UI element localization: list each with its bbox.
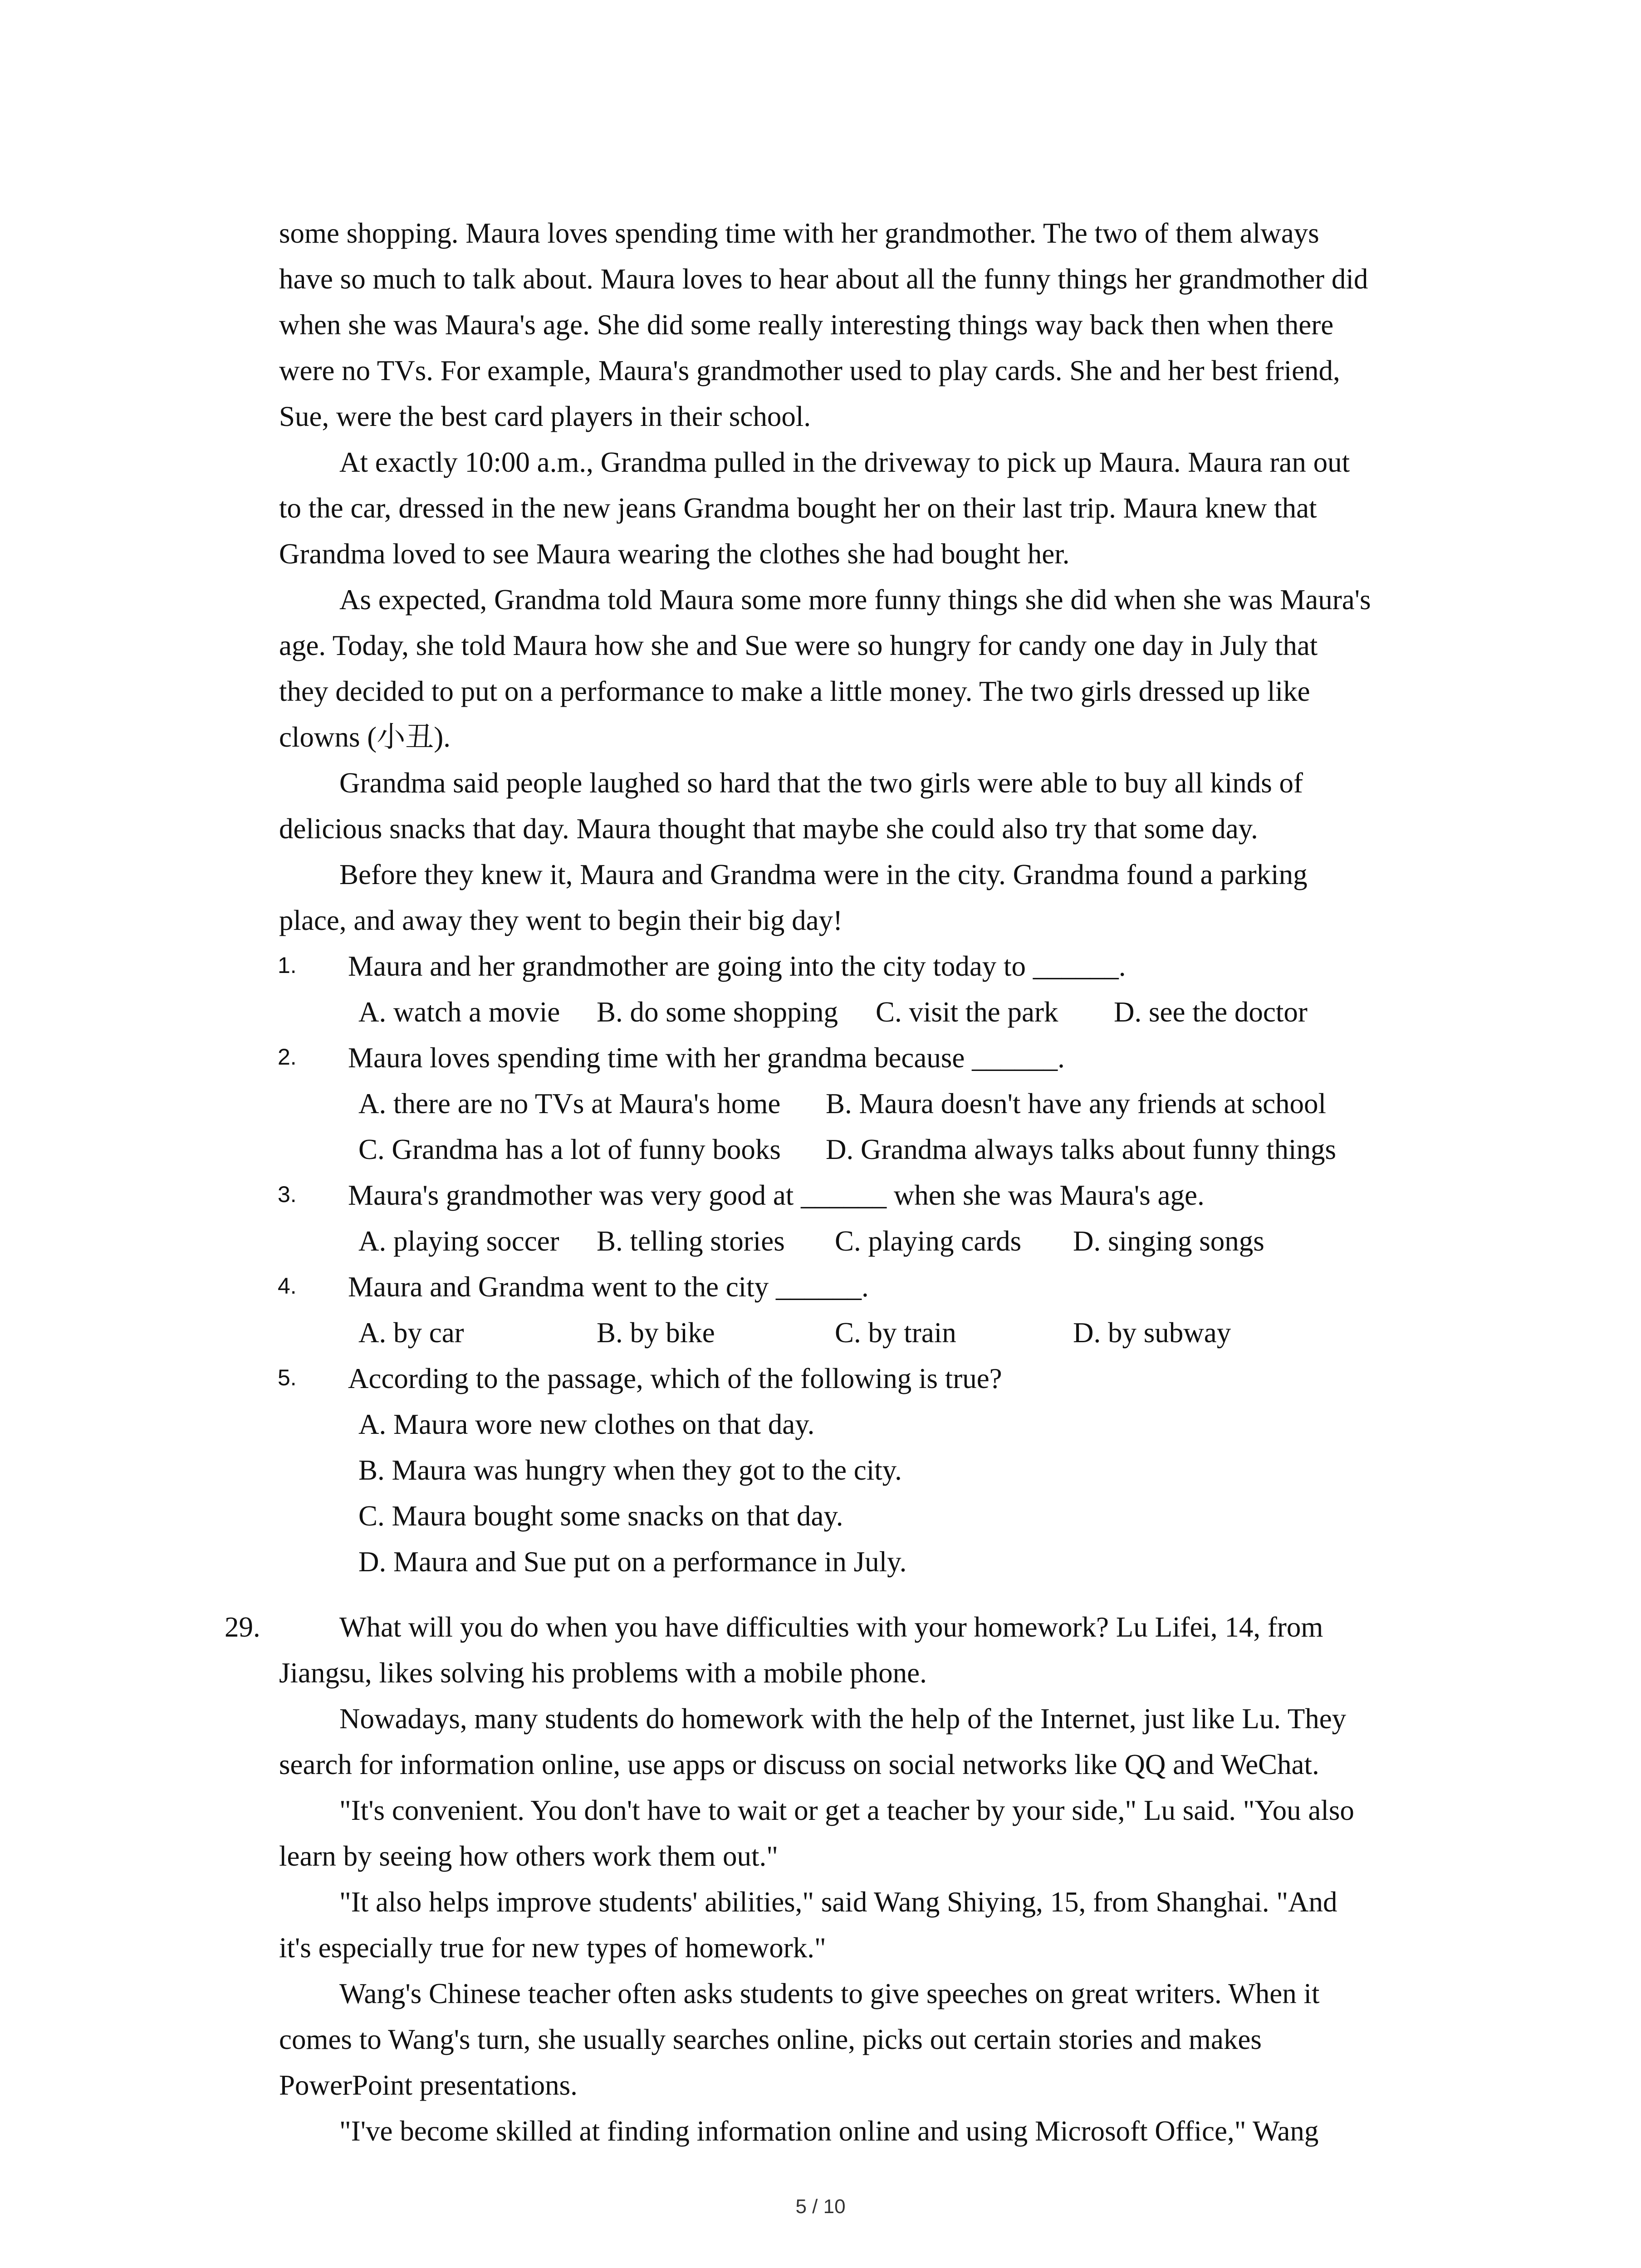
option-c: C. Grandma has a lot of funny books: [358, 1134, 781, 1165]
paragraph-line: Grandma said people laughed so hard that the two girls were able to buy all kinds of: [339, 767, 1303, 799]
paragraph-line: it's especially true for new types of homework.": [279, 1932, 826, 1964]
option-a: A. playing soccer: [358, 1225, 559, 1257]
paragraph-line: place, and away they went to begin their big day!: [279, 904, 843, 936]
option-b: B. by bike: [597, 1317, 715, 1349]
paragraph-line: Sue, were the best card players in their school.: [279, 401, 811, 432]
paragraph-line: comes to Wang's turn, she usually searches online, picks out certain stories and makes: [279, 2024, 1262, 2055]
paragraph-line: Before they knew it, Maura and Grandma were in the city. Grandma found a parking: [339, 859, 1308, 890]
question-number: 5.: [278, 1365, 297, 1390]
paragraph-line: What will you do when you have difficulties with your homework? Lu Lifei, 14, from: [339, 1611, 1323, 1643]
paragraph-line: some shopping. Maura loves spending time with her grandmother. The two of them always: [279, 217, 1319, 249]
option-b: B. do some shopping: [597, 996, 838, 1028]
option-b: B. telling stories: [597, 1225, 785, 1257]
paragraph-line: As expected, Grandma told Maura some more funny things she did when she was Maura's: [339, 584, 1371, 616]
question-text: According to the passage, which of the following is true?: [348, 1363, 1002, 1394]
paragraph-line: when she was Maura's age. She did some really interesting things way back then when there: [279, 309, 1334, 341]
paragraph-line: Jiangsu, likes solving his problems with a mobile phone.: [279, 1657, 927, 1689]
paragraph-line: "It's convenient. You don't have to wait or get a teacher by your side," Lu said. "You also: [339, 1794, 1354, 1826]
page-number: 5 / 10: [795, 2195, 846, 2218]
option-d: D. see the doctor: [1114, 996, 1308, 1028]
paragraph-line: Nowadays, many students do homework with the help of the Internet, just like Lu. They: [339, 1703, 1347, 1735]
paragraph-line: At exactly 10:00 a.m., Grandma pulled in the driveway to pick up Maura. Maura ran out: [339, 446, 1350, 478]
option-a: A. there are no TVs at Maura's home: [358, 1088, 781, 1119]
option-a: A. by car: [358, 1317, 464, 1349]
passage-number: 29.: [225, 1611, 260, 1643]
paragraph-line: "I've become skilled at finding information online and using Microsoft Office," Wang: [339, 2115, 1319, 2147]
paragraph-line: Wang's Chinese teacher often asks students to give speeches on great writers. When it: [339, 1978, 1320, 2009]
paragraph-line: "It also helps improve students' abilities," said Wang Shiying, 15, from Shanghai. "And: [339, 1886, 1337, 1918]
option-d: D. Grandma always talks about funny things: [826, 1134, 1337, 1165]
paragraph-line: PowerPoint presentations.: [279, 2069, 578, 2101]
question-number: 4.: [278, 1273, 297, 1299]
paragraph-line: search for information online, use apps or discuss on social networks like QQ and WeChat.: [279, 1749, 1319, 1780]
option-c: C. by train: [835, 1317, 956, 1349]
option-b: B. Maura doesn't have any friends at school: [826, 1088, 1327, 1119]
option-d: D. by subway: [1073, 1317, 1231, 1349]
paragraph-line: Grandma loved to see Maura wearing the clothes she had bought her.: [279, 538, 1070, 570]
paragraph-line: learn by seeing how others work them out.": [279, 1840, 778, 1872]
paragraph-line: have so much to talk about. Maura loves to hear about all the funny things her grandmother did: [279, 263, 1368, 295]
option-d: D. Maura and Sue put on a performance in July.: [358, 1546, 907, 1578]
question-text: Maura loves spending time with her grandma because ______.: [348, 1042, 1065, 1074]
question-number: 3.: [278, 1182, 297, 1207]
paragraph-line: age. Today, she told Maura how she and Sue were so hungry for candy one day in July that: [279, 630, 1318, 661]
option-a: A. Maura wore new clothes on that day.: [358, 1408, 815, 1440]
option-c: C. playing cards: [835, 1225, 1022, 1257]
paragraph-line: clowns (小丑).: [279, 721, 451, 753]
question-text: Maura's grandmother was very good at ______ when she was Maura's age.: [348, 1179, 1205, 1211]
question-number: 2.: [278, 1044, 297, 1070]
option-c: C. visit the park: [876, 996, 1058, 1028]
option-c: C. Maura bought some snacks on that day.: [358, 1500, 843, 1532]
paragraph-line: they decided to put on a performance to make a little money. The two girls dressed up like: [279, 675, 1310, 707]
question-number: 1.: [278, 953, 297, 978]
paragraph-line: to the car, dressed in the new jeans Grandma bought her on their last trip. Maura knew that: [279, 492, 1317, 524]
paragraph-line: were no TVs. For example, Maura's grandmother used to play cards. She and her best friend,: [279, 355, 1340, 386]
option-d: D. singing songs: [1073, 1225, 1264, 1257]
question-text: Maura and Grandma went to the city ______.: [348, 1271, 869, 1303]
option-b: B. Maura was hungry when they got to the city.: [358, 1454, 902, 1486]
paragraph-line: delicious snacks that day. Maura thought that maybe she could also try that some day.: [279, 813, 1258, 845]
option-a: A. watch a movie: [358, 996, 560, 1028]
question-text: Maura and her grandmother are going into the city today to ______.: [348, 950, 1126, 982]
